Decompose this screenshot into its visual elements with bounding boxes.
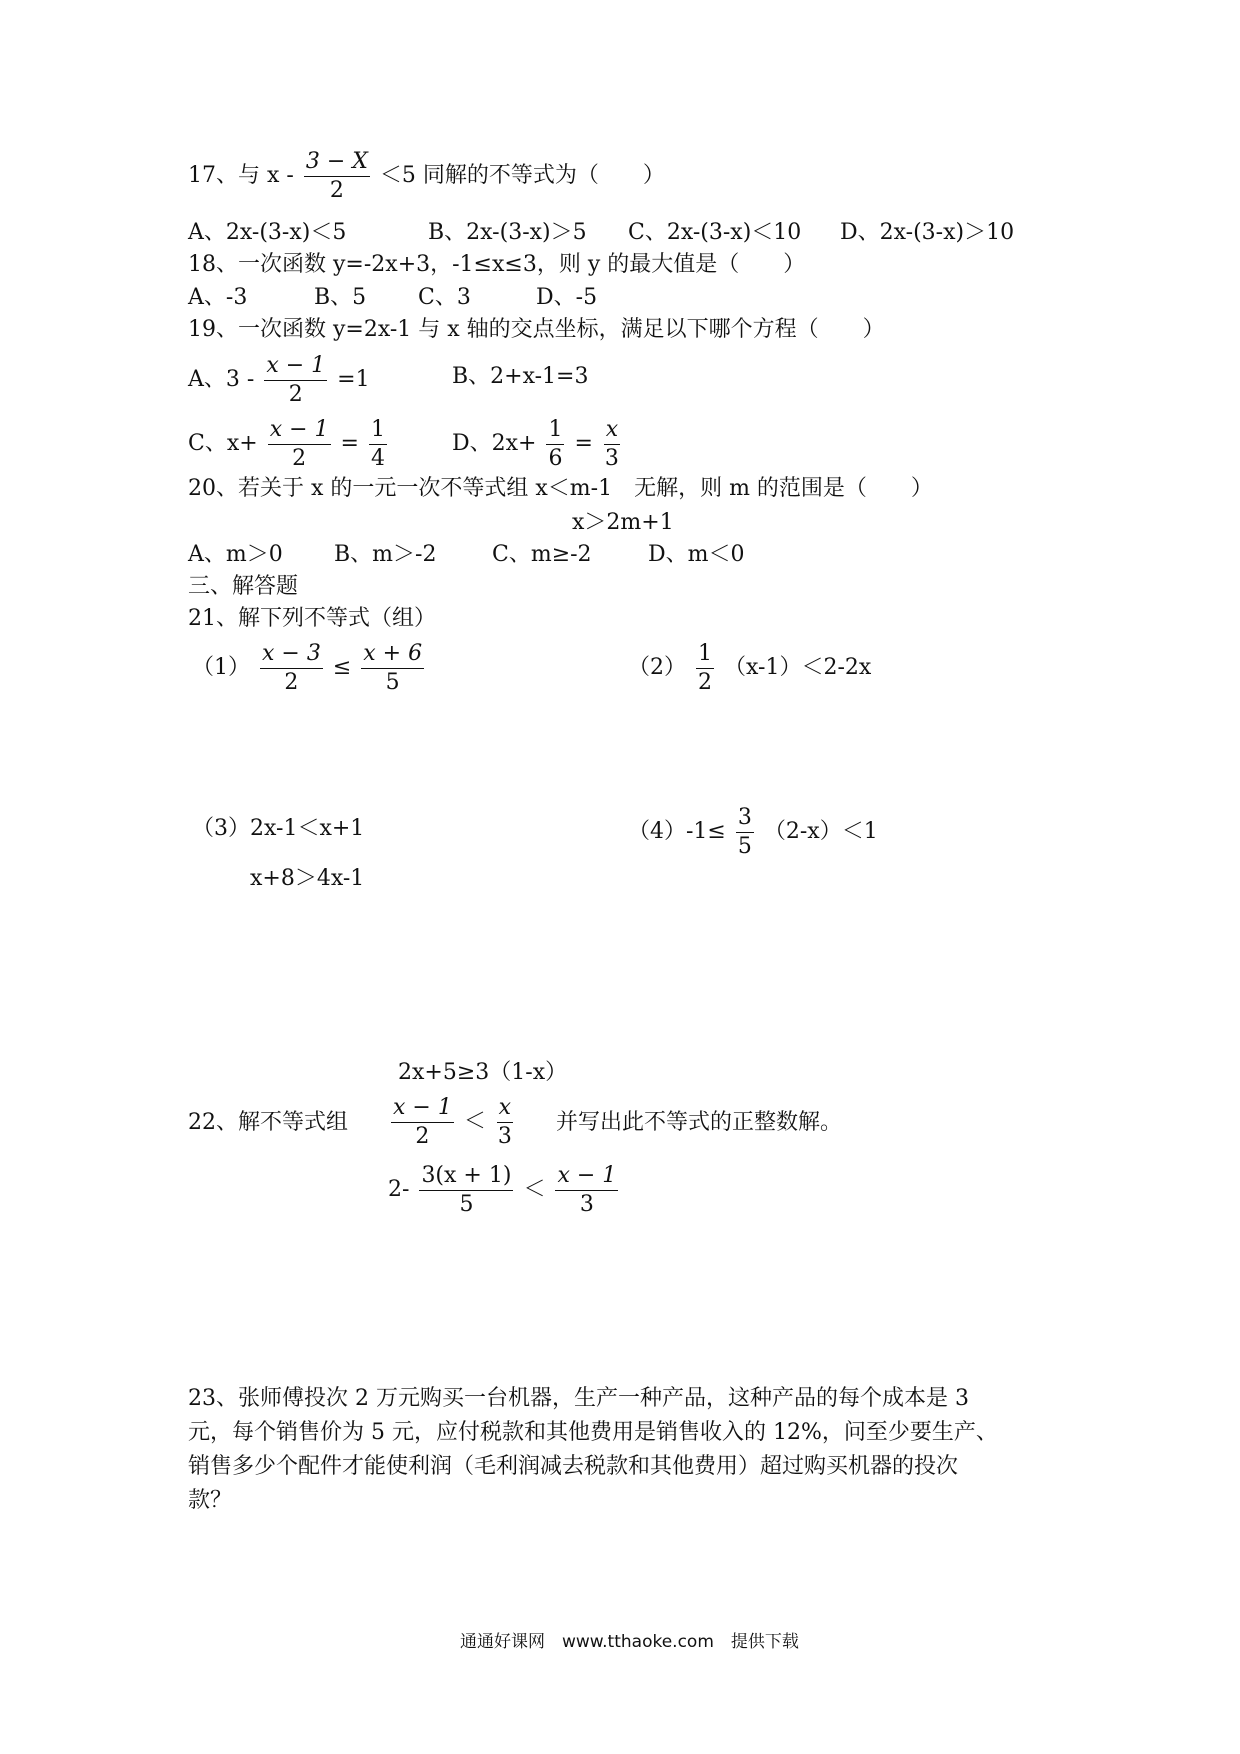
q21-stem: 21、解下列不等式（组） [188,606,436,631]
q19-a-fraction: $\frac{x - 1}{2}$ [266,353,326,407]
q21-part4: （4）-1≤ $\frac{3}{5}$ （2-x）＜1 [628,805,878,859]
q19-c-fraction-right: $\frac{1}{4}$ [370,417,385,471]
q22-l2-fraction-left: $\frac{x - 1}{2}$ [393,1095,452,1149]
q23-line2: 元，每个销售价为 5 元，应付税款和其他费用是销售收入的 12%，问至少要生产、 [188,1420,998,1445]
q22-system-line1: 2x+5≥3（1-x） [398,1060,568,1085]
q19-option-b: B、2+x-1=3 [452,364,589,389]
q23-line1: 23、张师傅投次 2 万元购买一台机器，生产一种产品，这种产品的每个成本是 3 [188,1386,969,1411]
q21-part2: （2） $\frac{1}{2}$ （x-1）＜2-2x [628,641,872,695]
q20-stem: 20、若关于 x 的一元一次不等式组 x＜m-1 无解，则 m 的范围是（ ） [188,476,933,501]
q17-fraction: $\frac{3 - X}{2}$ [305,149,368,203]
q19-option-c: C、x+ $\frac{x - 1}{2}$ = $\frac{1}{4}$ [188,417,385,471]
q17-option-a: A、2x-(3-x)＜5 [188,220,347,245]
section-heading: 三、解答题 [188,574,299,599]
q18-option-c: C、3 [418,285,471,310]
q21-part3-line2: x+8＞4x-1 [250,866,365,891]
q22-l3-fraction-right: $\frac{x - 1}{3}$ [557,1163,617,1217]
q19-c-fraction-left: $\frac{x - 1}{2}$ [269,417,329,471]
q22-l2-fraction-right: $\frac{x}{3}$ [497,1095,512,1149]
q18-stem: 18、一次函数 y=-2x+3，-1≤x≤3，则 y 的最大值是（ ） [188,252,806,277]
q17-option-c: C、2x-(3-x)＜10 [628,220,802,245]
q20-system-line2: x＞2m+1 [572,510,674,535]
q18-option-b: B、5 [314,285,367,310]
q20-option-d: D、m＜0 [648,542,745,567]
q17-option-d: D、2x-(3-x)＞10 [840,220,1015,245]
q21-part3-line1: （3）2x-1＜x+1 [192,816,365,841]
q19-d-fraction-right: $\frac{x}{3}$ [604,417,619,471]
q20-option-a: A、m＞0 [188,542,283,567]
q20-option-c: C、m≥-2 [492,542,592,567]
q19-d-fraction-left: $\frac{1}{6}$ [548,417,563,471]
page-footer: 通通好课网 www.tthaoke.com 提供下载 [460,1632,799,1652]
q17-stem: 17、与 x - $\frac{3 - X}{2}$ ＜5 同解的不等式为（ ） [188,149,665,203]
q20-option-b: B、m＞-2 [334,542,437,567]
q21-p1-fraction-left: $\frac{x - 3}{2}$ [262,641,321,695]
q22-system-line3: 2- $\frac{3(x + 1)}{5}$ ＜ $\frac{x - 1}{3}$ [388,1163,617,1217]
q21-p4-fraction: $\frac{3}{5}$ [737,805,752,859]
q19-stem: 19、一次函数 y=2x-1 与 x 轴的交点坐标，满足以下哪个方程（ ） [188,317,885,342]
q22-system-line2: $\frac{x - 1}{2}$ ＜ $\frac{x}{3}$ [393,1095,512,1149]
q21-p2-fraction: $\frac{1}{2}$ [698,641,712,695]
q17-option-b: B、2x-(3-x)＞5 [428,220,587,245]
q23-line3: 销售多少个配件才能使利润（毛利润减去税款和其他费用）超过购买机器的投次 [188,1454,959,1479]
q18-option-a: A、-3 [188,285,248,310]
q22-l3-fraction-left: $\frac{3(x + 1)}{5}$ [421,1163,512,1217]
q21-part1: （1） $\frac{x - 3}{2}$ ≤ $\frac{x + 6}{5}$ [192,641,423,695]
q21-p1-fraction-right: $\frac{x + 6}{5}$ [363,641,423,695]
q19-option-a: A、3 - $\frac{x - 1}{2}$ =1 [188,353,370,407]
q19-option-d: D、2x+ $\frac{1}{6}$ = $\frac{x}{3}$ [452,417,619,471]
q18-option-d: D、-5 [536,285,598,310]
q22-label: 22、解不等式组 [188,1110,348,1135]
q23-line4: 款？ [188,1488,233,1513]
q22-instruction: 并写出此不等式的正整数解。 [556,1110,843,1135]
